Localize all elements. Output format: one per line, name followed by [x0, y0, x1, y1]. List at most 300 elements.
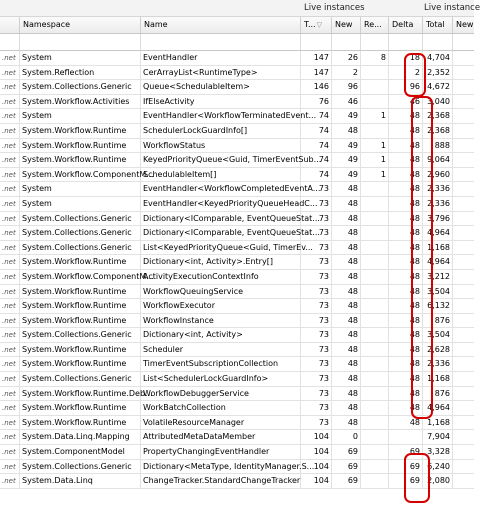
cell-namespace: System.Workflow.Runtime [20, 314, 141, 328]
table-row[interactable] [0, 124, 474, 139]
cell-t: 104 [301, 430, 332, 444]
cell-new: 26 [332, 51, 361, 65]
cell-new: 48 [332, 299, 361, 313]
live-instances-group-label-2: Live instance [424, 3, 480, 13]
table-row[interactable] [0, 95, 474, 110]
cell-name: EventHandler<WorkflowCompletedEventA... [141, 182, 301, 196]
header-delta[interactable]: Delta [389, 17, 423, 33]
cell-new-2 [453, 80, 474, 94]
cell-delta: 48 [389, 255, 423, 269]
type-icon: .net [0, 328, 20, 342]
filter-cell[interactable] [361, 34, 389, 50]
table-row[interactable] [0, 445, 474, 460]
cell-new: 2 [332, 66, 361, 80]
cell-name: Dictionary<int, Activity>.Entry[] [141, 255, 301, 269]
cell-name: Dictionary<MetaType, IdentityManager.S... [141, 460, 301, 474]
type-icon: .net [0, 285, 20, 299]
cell-new-2 [453, 270, 474, 284]
cell-t: 146 [301, 80, 332, 94]
cell-re: 8 [361, 51, 389, 65]
type-icon: .net [0, 153, 20, 167]
table-row[interactable] [0, 299, 474, 314]
cell-name: WorkflowQueuingService [141, 285, 301, 299]
cell-delta: 48 [389, 372, 423, 386]
cell-total: 4,704 [423, 51, 453, 65]
cell-new-2 [453, 328, 474, 342]
cell-new-2 [453, 153, 474, 167]
cell-delta: 69 [389, 445, 423, 459]
cell-total: 2,336 [423, 357, 453, 371]
cell-new: 48 [332, 285, 361, 299]
cell-total: 2,080 [423, 474, 453, 488]
cell-new: 48 [332, 401, 361, 415]
cell-new-2 [453, 109, 474, 123]
cell-re [361, 124, 389, 138]
cell-new: 69 [332, 474, 361, 488]
cell-total: 2,960 [423, 168, 453, 182]
type-icon: .net [0, 474, 20, 488]
cell-delta: 48 [389, 226, 423, 240]
cell-namespace: System.Workflow.Runtime [20, 299, 141, 313]
cell-new-2 [453, 387, 474, 401]
sort-descending-icon: ▽ [316, 21, 322, 29]
type-icon: .net [0, 241, 20, 255]
cell-t: 74 [301, 153, 332, 167]
cell-total: 1,168 [423, 241, 453, 255]
cell-name: PropertyChangingEventHandler [141, 445, 301, 459]
table-row[interactable] [0, 212, 474, 227]
cell-new: 69 [332, 445, 361, 459]
cell-namespace: System.Workflow.Runtime [20, 139, 141, 153]
cell-namespace: System.ComponentModel [20, 445, 141, 459]
table-row[interactable] [0, 109, 474, 124]
type-icon: .net [0, 182, 20, 196]
type-icon: .net [0, 387, 20, 401]
type-icon: .net [0, 270, 20, 284]
cell-total: 876 [423, 314, 453, 328]
cell-total: 1,168 [423, 416, 453, 430]
table-row[interactable] [0, 241, 474, 256]
cell-total: 2,368 [423, 124, 453, 138]
cell-namespace: System.Data.Linq [20, 474, 141, 488]
cell-re [361, 357, 389, 371]
cell-re [361, 343, 389, 357]
cell-name: KeyedPriorityQueue<Guid, TimerEventSub... [141, 153, 301, 167]
cell-total: 2,352 [423, 66, 453, 80]
cell-t: 73 [301, 270, 332, 284]
header-t-label: T... [304, 20, 316, 29]
cell-t: 73 [301, 299, 332, 313]
cell-new: 49 [332, 168, 361, 182]
cell-new: 69 [332, 460, 361, 474]
cell-new: 49 [332, 109, 361, 123]
type-icon: .net [0, 168, 20, 182]
cell-new: 48 [332, 357, 361, 371]
cell-namespace: System.Workflow.ComponentM... [20, 168, 141, 182]
type-icon: .net [0, 139, 20, 153]
cell-total: 2,628 [423, 343, 453, 357]
cell-new: 49 [332, 153, 361, 167]
cell-new-2 [453, 182, 474, 196]
table-row[interactable] [0, 153, 474, 168]
cell-re [361, 416, 389, 430]
cell-delta: 48 [389, 139, 423, 153]
cell-delta: 48 [389, 109, 423, 123]
cell-name: WorkBatchCollection [141, 401, 301, 415]
table-row[interactable] [0, 51, 474, 66]
cell-delta: 69 [389, 460, 423, 474]
filter-namespace-input[interactable] [20, 34, 141, 50]
cell-re [361, 401, 389, 415]
cell-t: 74 [301, 124, 332, 138]
cell-name: WorkflowStatus [141, 139, 301, 153]
cell-new-2 [453, 357, 474, 371]
cell-t: 73 [301, 387, 332, 401]
cell-delta: 48 [389, 328, 423, 342]
cell-t: 73 [301, 328, 332, 342]
cell-re [361, 182, 389, 196]
cell-new: 48 [332, 387, 361, 401]
cell-new: 48 [332, 255, 361, 269]
cell-new-2 [453, 343, 474, 357]
cell-namespace: System.Collections.Generic [20, 226, 141, 240]
cell-new: 48 [332, 343, 361, 357]
cell-new-2 [453, 95, 474, 109]
cell-total: 9,064 [423, 153, 453, 167]
cell-re [361, 95, 389, 109]
cell-new-2 [453, 474, 474, 488]
highlight-box [404, 53, 426, 97]
cell-namespace: System.Collections.Generic [20, 328, 141, 342]
cell-namespace: System.Workflow.Runtime [20, 285, 141, 299]
cell-new: 0 [332, 430, 361, 444]
cell-namespace: System.Workflow.Runtime [20, 124, 141, 138]
cell-name: EventHandler<KeyedPriorityQueueHeadC... [141, 197, 301, 211]
table-row[interactable] [0, 182, 474, 197]
cell-namespace: System.Workflow.Runtime [20, 255, 141, 269]
table-row[interactable] [0, 168, 474, 183]
type-icon: .net [0, 212, 20, 226]
cell-new-2 [453, 460, 474, 474]
cell-name: AttributedMetaDataMember [141, 430, 301, 444]
filter-cell[interactable] [423, 34, 453, 50]
cell-namespace: System.Collections.Generic [20, 460, 141, 474]
cell-name: Dictionary<IComparable, EventQueueStat... [141, 226, 301, 240]
table-row[interactable] [0, 401, 474, 416]
table-row[interactable] [0, 314, 474, 329]
cell-total: 3,796 [423, 212, 453, 226]
type-icon: .net [0, 255, 20, 269]
cell-new-2 [453, 226, 474, 240]
cell-re [361, 285, 389, 299]
cell-total: 4,964 [423, 401, 453, 415]
cell-name: Dictionary<IComparable, EventQueueStat... [141, 212, 301, 226]
cell-new: 48 [332, 241, 361, 255]
cell-delta: 48 [389, 212, 423, 226]
cell-re [361, 372, 389, 386]
header-icon-col[interactable] [0, 17, 20, 33]
cell-delta: 48 [389, 416, 423, 430]
cell-new-2 [453, 430, 474, 444]
cell-re [361, 445, 389, 459]
cell-t: 73 [301, 197, 332, 211]
cell-namespace: System.Workflow.Activities [20, 95, 141, 109]
cell-namespace: System.Reflection [20, 66, 141, 80]
header-new[interactable]: New [332, 17, 361, 33]
column-group-header [0, 0, 480, 17]
cell-t: 73 [301, 416, 332, 430]
table-row[interactable] [0, 80, 474, 95]
type-icon: .net [0, 80, 20, 94]
cell-t: 76 [301, 95, 332, 109]
cell-name: Queue<SchedulableItem> [141, 80, 301, 94]
cell-total: 2,336 [423, 197, 453, 211]
cell-namespace: System.Workflow.Runtime [20, 343, 141, 357]
type-icon: .net [0, 95, 20, 109]
cell-new-2 [453, 124, 474, 138]
cell-total: 3,040 [423, 95, 453, 109]
cell-delta: 48 [389, 182, 423, 196]
filter-cell[interactable] [0, 34, 20, 50]
filter-cell[interactable] [332, 34, 361, 50]
cell-name: ActivityExecutionContextInfo [141, 270, 301, 284]
cell-t: 147 [301, 51, 332, 65]
table-row[interactable] [0, 328, 474, 343]
cell-t: 74 [301, 168, 332, 182]
cell-name: SchedulerLockGuardInfo[] [141, 124, 301, 138]
cell-re [361, 255, 389, 269]
cell-new: 96 [332, 80, 361, 94]
type-icon: .net [0, 401, 20, 415]
type-icon: .net [0, 445, 20, 459]
cell-new-2 [453, 372, 474, 386]
filter-cell[interactable] [389, 34, 423, 50]
filter-name-input[interactable] [141, 34, 301, 50]
cell-new: 48 [332, 314, 361, 328]
table-row[interactable] [0, 430, 474, 445]
cell-name: WorkflowDebuggerService [141, 387, 301, 401]
cell-namespace: System.Workflow.Runtime [20, 153, 141, 167]
type-icon: .net [0, 226, 20, 240]
cell-re [361, 66, 389, 80]
cell-re [361, 430, 389, 444]
highlight-box [411, 96, 433, 419]
cell-re [361, 197, 389, 211]
cell-delta: 48 [389, 387, 423, 401]
cell-re: 1 [361, 153, 389, 167]
cell-name: Scheduler [141, 343, 301, 357]
table-row[interactable] [0, 270, 474, 285]
highlight-box [404, 453, 430, 503]
cell-name: VolatileResourceManager [141, 416, 301, 430]
cell-delta: 48 [389, 270, 423, 284]
cell-re [361, 474, 389, 488]
cell-re [361, 80, 389, 94]
cell-namespace: System [20, 109, 141, 123]
cell-re: 1 [361, 168, 389, 182]
table-row[interactable] [0, 343, 474, 358]
type-icon: .net [0, 124, 20, 138]
cell-t: 74 [301, 109, 332, 123]
table-row[interactable] [0, 387, 474, 402]
cell-new: 48 [332, 372, 361, 386]
cell-total: 3,212 [423, 270, 453, 284]
header-t[interactable] [301, 17, 332, 33]
cell-total: 876 [423, 387, 453, 401]
cell-total: 1,168 [423, 372, 453, 386]
cell-name: TimerEventSubscriptionCollection [141, 357, 301, 371]
cell-name: List<KeyedPriorityQueue<Guid, TimerEv... [141, 241, 301, 255]
cell-total: 4,964 [423, 255, 453, 269]
table-row[interactable] [0, 357, 474, 372]
cell-namespace: System.Data.Linq.Mapping [20, 430, 141, 444]
cell-name: Dictionary<int, Activity> [141, 328, 301, 342]
table-row[interactable] [0, 372, 474, 387]
cell-t: 73 [301, 401, 332, 415]
cell-delta: 48 [389, 241, 423, 255]
type-icon: .net [0, 416, 20, 430]
cell-re [361, 270, 389, 284]
cell-new: 48 [332, 212, 361, 226]
cell-total: 6,132 [423, 299, 453, 313]
cell-delta: 2 [389, 66, 423, 80]
cell-new-2 [453, 445, 474, 459]
cell-namespace: System.Workflow.Runtime.Deb... [20, 387, 141, 401]
cell-namespace: System [20, 197, 141, 211]
cell-t: 73 [301, 357, 332, 371]
table-row[interactable] [0, 460, 474, 475]
header-re[interactable]: Re... [361, 17, 389, 33]
cell-delta: 48 [389, 153, 423, 167]
column-header-row [0, 17, 474, 34]
cell-namespace: System [20, 182, 141, 196]
cell-delta: 18 [389, 51, 423, 65]
table-row[interactable] [0, 416, 474, 431]
cell-name: CerArrayList<RuntimeType> [141, 66, 301, 80]
cell-name: EventHandler [141, 51, 301, 65]
cell-new-2 [453, 139, 474, 153]
cell-new: 48 [332, 328, 361, 342]
cell-total: 2,336 [423, 182, 453, 196]
cell-new-2 [453, 241, 474, 255]
cell-new-2 [453, 255, 474, 269]
cell-t: 104 [301, 445, 332, 459]
type-icon: .net [0, 51, 20, 65]
cell-delta: 48 [389, 401, 423, 415]
cell-total: 6,240 [423, 460, 453, 474]
table-row[interactable] [0, 255, 474, 270]
table-body [0, 51, 474, 489]
cell-namespace: System.Workflow.Runtime [20, 401, 141, 415]
cell-delta: 48 [389, 343, 423, 357]
cell-t: 104 [301, 474, 332, 488]
cell-total: 4,964 [423, 226, 453, 240]
cell-t: 73 [301, 314, 332, 328]
cell-t: 73 [301, 255, 332, 269]
table-row[interactable] [0, 285, 474, 300]
cell-total: 888 [423, 139, 453, 153]
cell-delta: 48 [389, 168, 423, 182]
cell-re [361, 460, 389, 474]
cell-delta: 96 [389, 80, 423, 94]
live-instances-group-label: Live instances [304, 3, 365, 13]
cell-namespace: System.Collections.Generic [20, 80, 141, 94]
cell-new: 48 [332, 182, 361, 196]
cell-new: 48 [332, 226, 361, 240]
cell-re [361, 314, 389, 328]
cell-new-2 [453, 197, 474, 211]
cell-t: 73 [301, 212, 332, 226]
cell-delta: 48 [389, 314, 423, 328]
cell-re: 1 [361, 139, 389, 153]
table-row[interactable] [0, 474, 474, 489]
filter-cell[interactable] [301, 34, 332, 50]
table-row[interactable] [0, 197, 474, 212]
cell-re [361, 226, 389, 240]
cell-total: 3,328 [423, 445, 453, 459]
cell-re: 1 [361, 109, 389, 123]
cell-namespace: System.Workflow.ComponentM... [20, 270, 141, 284]
header-name[interactable]: Name [141, 17, 301, 33]
cell-t: 147 [301, 66, 332, 80]
cell-name: IfElseActivity [141, 95, 301, 109]
cell-name: EventHandler<WorkflowTerminatedEvent... [141, 109, 301, 123]
cell-name: List<SchedulerLockGuardInfo> [141, 372, 301, 386]
cell-t: 73 [301, 182, 332, 196]
cell-namespace: System.Collections.Generic [20, 212, 141, 226]
type-icon: .net [0, 372, 20, 386]
cell-new-2 [453, 212, 474, 226]
cell-new-2 [453, 51, 474, 65]
table-row[interactable] [0, 139, 474, 154]
cell-re [361, 328, 389, 342]
type-icon: .net [0, 430, 20, 444]
cell-namespace: System.Workflow.Runtime [20, 416, 141, 430]
cell-name: ChangeTracker.StandardChangeTracker [141, 474, 301, 488]
cell-delta: 48 [389, 357, 423, 371]
cell-name: SchedulableItem[] [141, 168, 301, 182]
cell-new: 48 [332, 197, 361, 211]
cell-re [361, 241, 389, 255]
type-icon: .net [0, 109, 20, 123]
cell-delta: 48 [389, 285, 423, 299]
type-icon: .net [0, 343, 20, 357]
cell-total: 2,368 [423, 109, 453, 123]
table-row[interactable] [0, 66, 474, 81]
cell-t: 73 [301, 343, 332, 357]
type-icon: .net [0, 460, 20, 474]
type-icon: .net [0, 197, 20, 211]
cell-new-2 [453, 299, 474, 313]
cell-new-2 [453, 285, 474, 299]
cell-re [361, 299, 389, 313]
filter-cell[interactable] [453, 34, 474, 50]
cell-delta: 48 [389, 124, 423, 138]
cell-new: 48 [332, 270, 361, 284]
cell-new-2 [453, 401, 474, 415]
table-row[interactable] [0, 226, 474, 241]
cell-delta: 69 [389, 474, 423, 488]
type-icon: .net [0, 314, 20, 328]
cell-re [361, 387, 389, 401]
cell-namespace: System.Collections.Generic [20, 241, 141, 255]
cell-new-2 [453, 314, 474, 328]
header-namespace[interactable]: Namespace [20, 17, 141, 33]
cell-t: 73 [301, 241, 332, 255]
header-total[interactable]: Total [423, 17, 453, 33]
cell-total: 7,904 [423, 430, 453, 444]
header-new-2[interactable]: New [456, 20, 474, 29]
